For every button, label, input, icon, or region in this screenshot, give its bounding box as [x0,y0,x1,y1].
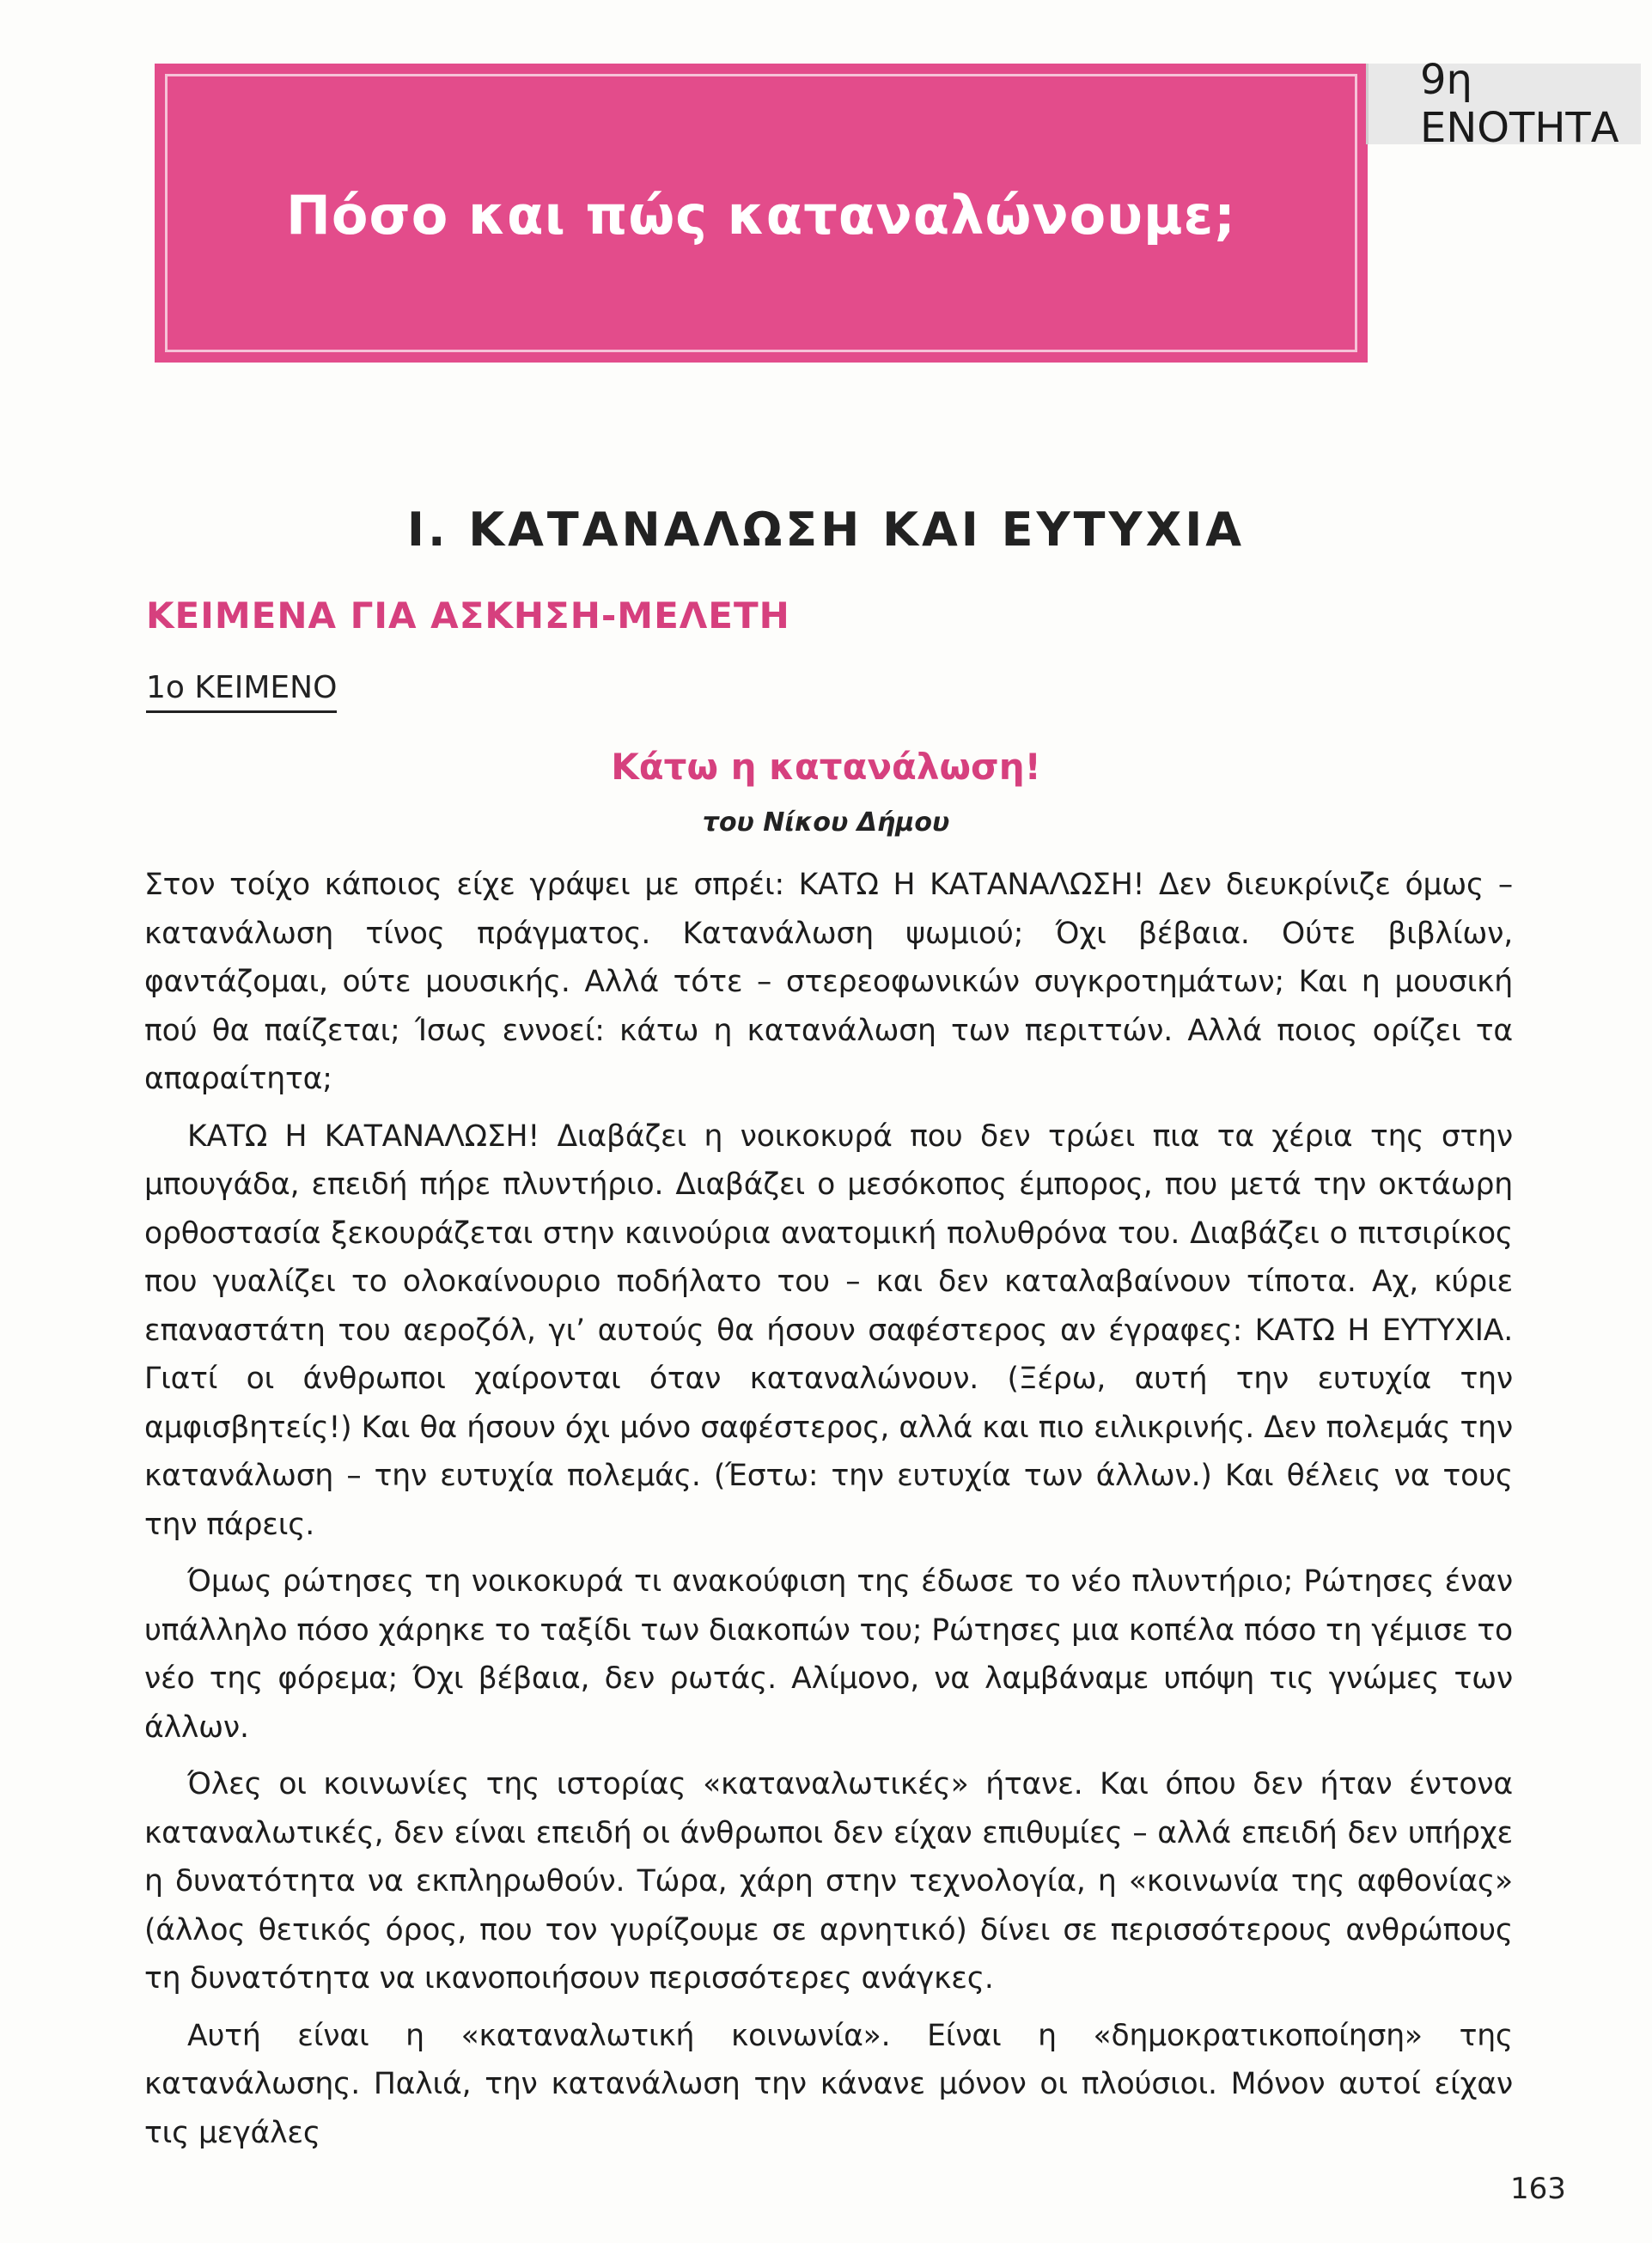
chapter-title: Πόσο και πώς καταναλώνουμε; [286,184,1236,247]
section-subtitle: ΚΕΙΜΕΝΑ ΓΙΑ ΑΣΚΗΣΗ-ΜΕΛΕΤΗ [146,594,790,637]
article-body [144,861,1513,2166]
paragraph: Στον τοίχο κάποιος είχε γράψει με σπρέι: ΚΑΤΩ Η ΚΑΤΑΝΑΛΩΣΗ! Δεν διευκρίνιζε όμως – κατανάλωση τίνος πράγματος. Κατανάλωση ψωμιού; Όχι βέβαια. Ούτε βιβλίων, φαντάζομαι, ούτε μουσικής. Αλλά τότε – στερεοφωνικών συγκροτημάτων; Και η μουσική πού θα παίζεται; Ίσως εννοεί: κάτω η κατανάλωση των περιττών. Αλλά ποιος ορίζει τα απαραίτητα; [144,868,1513,1096]
paragraph: ΚΑΤΩ Η ΚΑΤΑΝΑΛΩΣΗ! Διαβάζει η νοικοκυρά που δεν τρώει πια τα χέρια της στην μπουγάδα, επειδή πήρε πλυντήριο. Διαβάζει ο μεσόκοπος έμπορος, που μετά την οκτάωρη ορθοστασία ξεκουράζεται στην καινούρια ανατομική πολυθρόνα του. Διαβάζει ο πιτσιρίκος που γυαλίζει το ολοκαίνουριο ποδήλατο του – και δεν καταλαβαίνουν τίποτα. Αχ, κύριε επαναστάτη του αεροζόλ, γι’ αυτούς θα ήσουν σαφέστερος αν έγραφες: ΚΑΤΩ Η ΕΥΤΥΧΙΑ. Γιατί οι άνθρωποι χαίρονται όταν καταναλώνουν. (Ξέρω, αυτή την ευτυχία την αμφισβητείς!) Και θα ήσουν όχι μόνο σαφέστερος, αλλά και πιο ειλικρινής. Δεν πολεμάς την κατανάλωση – την ευτυχία πολεμάς. (Έστω: την ευτυχία των άλλων.) Και θέλεις να τους την πάρεις. [144,1118,1513,1542]
article-title: Κάτω η κατανάλωση! [611,746,1041,788]
article-author: του Νίκου Δήμου [702,808,950,838]
page-number: 163 [1510,2172,1566,2206]
paragraph: Όμως ρώτησες τη νοικοκυρά τι ανακούφιση της έδωσε το νέο πλυντήριο; Ρώτησες έναν υπάλληλο πόσο χάρηκε το ταξίδι των διακοπών του; Ρώτησες μια κοπέλα πόσο τη γέμισε το νέο της φόρεμα; Όχι βέβαια, δεν ρωτάς. Αλίμονο, να λαμβάναμε υπόψη τις γνώμες των άλλων. [144,1564,1513,1745]
text-label: 1ο ΚΕΙΜΕΝΟ [146,670,337,713]
paragraph: Αυτή είναι η «καταναλωτική κοινωνία». Είναι η «δημοκρατικοποίηση» της κατανάλωσης. Παλιά, την κατανάλωση την κάνανε μόνον οι πλούσιοι. Μόνον αυτοί είχαν τις μεγάλες [144,2018,1513,2150]
unit-label: 9η ΕΝΟΤΗΤΑ [1366,64,1641,144]
chapter-banner [155,64,1368,363]
section-title: Ι. ΚΑΤΑΝΑΛΩΣΗ ΚΑΙ ΕΥΤΥΧΙΑ [406,503,1246,557]
paragraph: Όλες οι κοινωνίες της ιστορίας «καταναλωτικές» ήτανε. Και όπου δεν ήταν έντονα καταναλωτικές, δεν είναι επειδή οι άνθρωποι δεν είχαν επιθυμίες – αλλά επειδή δεν υπήρχε η δυνατότητα να εκπληρωθούν. Τώρα, χάρη στην τεχνολογία, η «κοινωνία της αφθονίας» (άλλος θετικός όρος, που τον γυρίζουμε σε αρνητικό) δίνει σε περισσότερους ανθρώπους τη δυνατότητα να ικανοποιήσουν περισσότερες ανάγκες. [144,1767,1513,1996]
